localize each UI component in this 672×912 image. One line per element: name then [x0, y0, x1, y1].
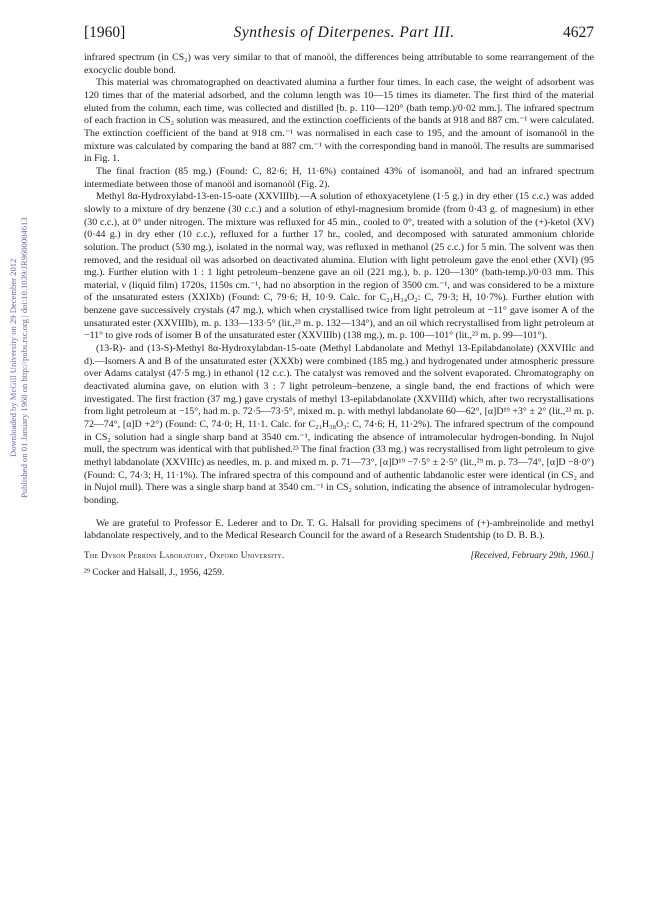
publication-notice: Published on 01 January 1960 on http://pubs.rsc.org | doi:10.1039/JR9600004613: [19, 217, 29, 499]
acknowledgement: We are grateful to Professor E. Lederer and to Dr. T. G. Halsall for providing specimens of (+)-ambreinolide and methyl labdanolate respectively, and to the Medical Research Council for the award of a Research Studentship (to D. B. B.).: [84, 517, 594, 542]
page: [84, 24, 594, 578]
paragraph: This material was chromatographed on deactivated alumina a further four times. In each case, the weight of adsorbent was 120 times that of the material adsorbed, and the column length was 10—15 times its diameter. The first third of the material eluted from the column, each time, was collected and distilled [b. p. 110—120° (bath temp.)/0·02 mm.]. The infrared spectrum of each fraction in CS₂ solution was measured, and the extinction coefficients of the bands at 918 and 887 cm.⁻¹ were calculated. The extinction coefficient of the band at 918 cm.⁻¹ was normalised in each case to 195, and the amount of isomanoöl in the mixture was calculated by comparing the band at 887 cm.⁻¹ with the corresponding band in manoöl. The results are summarised in Fig. 1.: [84, 77, 594, 165]
paragraph: The final fraction (85 mg.) (Found: C, 82·6; H, 11·6%) contained 43% of isomanoöl, and had an infrared spectrum intermediate between those of manoöl and isomanoöl (Fig. 2).: [84, 165, 594, 190]
paragraph: (13-R)- and (13-S)-Methyl 8α-Hydroxylabdan-15-oate (Methyl Labdanolate and Methyl 13-Epilabdanolate) (XXVIIIc and d).—Isomers A and B of the unsaturated ester (XXXb) were combined (185 mg.) and hydrogenated under atmospheric pressure over Adams catalyst (47·5 mg.) in ethanol (12 c.c.). The catalyst was removed and the solvent evaporated. Chromatography on deactivated alumina gave, on elution with 3 : 7 light petroleum–benzene, a single band, the end fractions of which were investigated. The first fraction (37 mg.) gave crystals of methyl 13-epilabdanolate (XXVIIId) which, after two recrystallisations from light petroleum at −15°, had m. p. 72·5—73·5°, mixed m. p. with methyl labdanolate 60—62°, [α]D¹⁹ +3° ± 2° (lit.,²³ m. p. 72—74°, [α]D +2°) (Found: C, 74·0; H, 11·1. Calc. for C₂₁H₃₈O₃: C, 74·6; H, 11·2%). The infrared spectrum of the compound in CS₂ solution had a single sharp band at 3540 cm.⁻¹, indicating the absence of intramolecular hydrogen-bonding. In Nujol mull, the spectrum was identical with that published.²³ The final fraction (33 mg.) was recrystallised from light petroleum to give methyl labdanolate (XXVIIIc) as needles, m. p. and mixed m. p. 71—73°, [α]D¹⁹ −7·5° ± 2·5° (lit.,²⁹ m. p. 73—74°, [α]D −8·0°) (Found: C, 74·3; H, 11·1%). The infrared spectra of this compound and of authentic labdanolic ester were identical (in CS₂ and in Nujol mull). There was a single sharp band at 3540 cm.⁻¹ in CS₂ solution, indicating the absence of intramolecular hydrogen-bonding.: [84, 343, 594, 506]
header-title: Synthesis of Diterpenes. Part III.: [233, 24, 455, 41]
header-page-number: 4627: [563, 24, 594, 41]
running-header: [84, 24, 594, 48]
footnote: ²⁹ Cocker and Halsall, J., 1956, 4259.: [84, 567, 225, 578]
article-body: [84, 52, 594, 543]
header-year: [1960]: [84, 24, 126, 41]
paragraph: Methyl 8α-Hydroxylabd-13-en-15-oate (XXVIIIb).—A solution of ethoxyacetylene (1·5 g.) in dry ether (15 c.c.) was added slowly to a mixture of dry benzene (30 c.c.) and a solution of ethyl-magnesium bromide (from 0·43 g. of magnesium) in ether (30 c.c.), at 0° under nitrogen. The mixture was refluxed for 45 min., cooled to 0°, treated with a solution of the (+)-ketol (XV) (0·44 g.) in dry ether (10 c.c.), refluxed for a further 17 hr., cooled, and decomposed with saturated ammonium chloride solution. The product (530 mg.), isolated in the normal way, was refluxed in methanol (25 c.c.) for 5 min. The solvent was then removed, and the residual oil was adsorbed on deactivated alumina. Elution with light petroleum gave the enol ether (XVI) (95 mg.). Further elution with 1 : 1 light petroleum–benzene gave an oil (221 mg.), b. p. 120—130° (bath-temp.)/0·03 mm. This material, ν (liquid film) 1720s, 1150s cm.⁻¹, had no absorption in the region of 3500 cm.⁻¹, and was considered to be a mixture of the unsaturated esters (XXIXb) (Found: C, 79·6; H, 10·9. Calc. for C₂₁H₃₄O₂: C, 79·3; H, 10·7%). Further elution with benzene gave successively crystals (47 mg.), which when crystallised twice from light petroleum at −11° gave isomer A of the unsaturated ester (XXVIIIb), m. p. 133—133·5° (lit.,²³ m. p. 132—134°), and an oil which recrystallised from light petroleum at −11° to give rods of isomer B of the unsaturated ester (XXVIIIb) (138 mg.), m. p. 100—101° (lit.,²³ m. p. 99—101°).: [84, 191, 594, 342]
paragraph: infrared spectrum (in CS₂) was very similar to that of manoöl, the differences being attributable to some rearrangement of the exocyclic double bond.: [84, 52, 594, 76]
laboratory-address: The Dyson Perrins Laboratory, Oxford University.: [84, 549, 285, 560]
laboratory-line: [84, 550, 594, 560]
download-notice: Downloaded by McGill University on 29 December 2012: [8, 258, 18, 458]
received-date: [Received, February 29th, 1960.]: [470, 549, 594, 560]
